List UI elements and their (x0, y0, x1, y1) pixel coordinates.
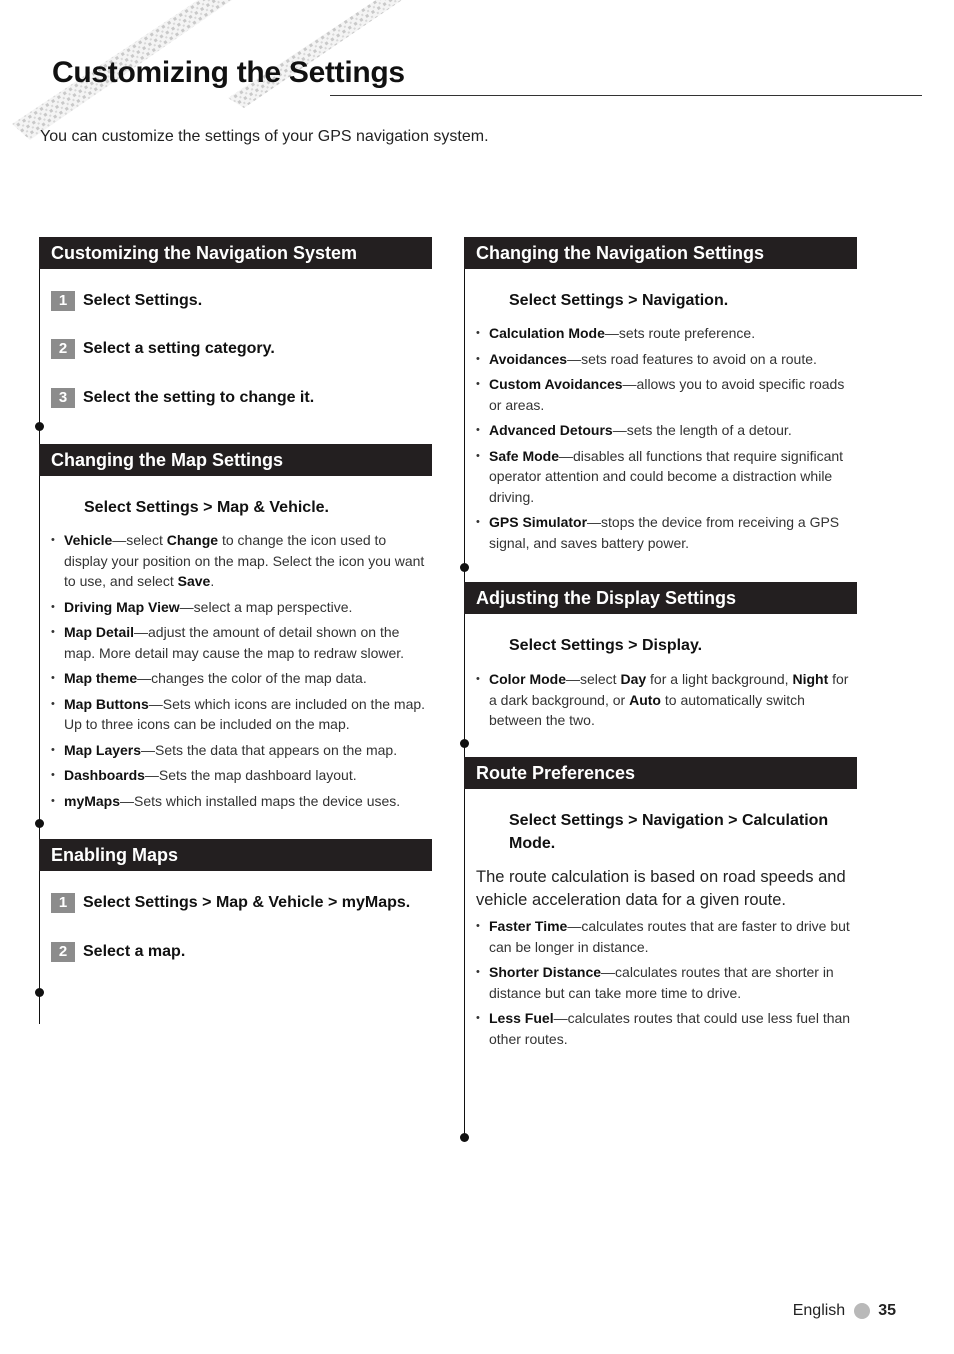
step-number: 2 (51, 942, 75, 962)
nav-system-steps (39, 290, 432, 409)
route-prefs-heading: Route Preferences (464, 757, 857, 789)
enabling-maps-steps (39, 892, 432, 963)
list-item: • Vehicle—select Change to change the icon used to display your position on the map. Select the icon you want to use, and select Save. (39, 530, 432, 592)
list-item: • Map Buttons—Sets which icons are included on the map. Up to three icons can be included on the map. (39, 694, 432, 735)
display-settings-lead: Select Settings > Display. (509, 637, 703, 654)
step-text: Select a setting category. (83, 340, 275, 357)
map-settings-list (39, 530, 432, 811)
step-number: 1 (51, 291, 75, 311)
display-settings-section (464, 582, 857, 736)
page-title: Customizing the Settings (52, 56, 405, 89)
step-item (51, 387, 432, 409)
step-text: Select Settings. (83, 292, 203, 309)
list-item: • Calculation Mode—sets route preference. (464, 323, 857, 344)
nav-system-heading: Customizing the Navigation System (39, 237, 432, 269)
footer-language: English (792, 1302, 846, 1319)
rail-dot (460, 1133, 469, 1142)
route-prefs-section (464, 757, 857, 1054)
step-text: Select Settings > Map & Vehicle > myMaps. (83, 894, 411, 911)
enabling-maps-heading: Enabling Maps (39, 839, 432, 871)
list-item: • Driving Map View—select a map perspective. (39, 597, 432, 618)
nav-settings-list (464, 323, 857, 553)
nav-settings-lead: Select Settings > Navigation. (509, 292, 729, 309)
rail-dot (460, 739, 469, 748)
list-item: • Safe Mode—disables all functions that require significant operator attention and could become a distraction while driving. (464, 446, 857, 508)
intro-text: You can customize the settings of your GPS navigation system. (40, 128, 489, 145)
step-item (51, 290, 432, 312)
left-column (39, 237, 432, 960)
map-settings-section (39, 444, 432, 811)
step-item (51, 338, 432, 360)
title-rule (330, 95, 922, 96)
footer-dot-icon (854, 1303, 870, 1319)
step-number: 3 (51, 388, 75, 408)
step-item (51, 941, 432, 963)
list-item: • GPS Simulator—stops the device from receiving a GPS signal, and saves battery power. (464, 512, 857, 553)
display-settings-heading: Adjusting the Display Settings (464, 582, 857, 614)
list-item: • Custom Avoidances—allows you to avoid specific roads or areas. (464, 374, 857, 415)
route-prefs-list (464, 916, 857, 1049)
map-settings-lead: Select Settings > Map & Vehicle. (84, 499, 329, 516)
list-item: • Color Mode—select Day for a light background, Night for a dark background, or Auto to automatically switch between the two. (464, 669, 857, 731)
page-footer (793, 1302, 896, 1320)
step-number: 1 (51, 893, 75, 913)
rail-dot (35, 422, 44, 431)
step-number: 2 (51, 339, 75, 359)
list-item: • Shorter Distance—calculates routes that are shorter in distance but can take more time to drive. (464, 962, 857, 1003)
list-item: • Advanced Detours—sets the length of a detour. (464, 420, 857, 441)
list-item: • Less Fuel—calculates routes that could use less fuel than other routes. (464, 1008, 857, 1049)
map-settings-heading: Changing the Map Settings (39, 444, 432, 476)
enabling-maps-section (39, 839, 432, 963)
nav-settings-section (464, 237, 857, 558)
step-item (51, 892, 432, 914)
list-item: • Map Detail—adjust the amount of detail shown on the map. More detail may cause the map to redraw slower. (39, 622, 432, 663)
step-text: Select a map. (83, 943, 186, 960)
display-settings-list (464, 669, 857, 731)
list-item: • myMaps—Sets which installed maps the device uses. (39, 791, 432, 812)
rail-dot (460, 563, 469, 572)
page-number: 35 (878, 1302, 896, 1319)
rail-dot (35, 819, 44, 828)
list-item: • Faster Time—calculates routes that are faster to drive but can be longer in distance. (464, 916, 857, 957)
rail-dot (35, 988, 44, 997)
list-item: • Avoidances—sets road features to avoid on a route. (464, 349, 857, 370)
step-text: Select the setting to change it. (83, 389, 315, 406)
nav-settings-heading: Changing the Navigation Settings (464, 237, 857, 269)
nav-system-section (39, 237, 432, 409)
list-item: • Map theme—changes the color of the map data. (39, 668, 432, 689)
route-prefs-paragraph: The route calculation is based on road speeds and vehicle acceleration data for a given route. (476, 868, 846, 909)
route-prefs-lead: Select Settings > Navigation > Calculation Mode. (509, 812, 829, 852)
list-item: • Dashboards—Sets the map dashboard layout. (39, 765, 432, 786)
list-item: • Map Layers—Sets the data that appears on the map. (39, 740, 432, 761)
